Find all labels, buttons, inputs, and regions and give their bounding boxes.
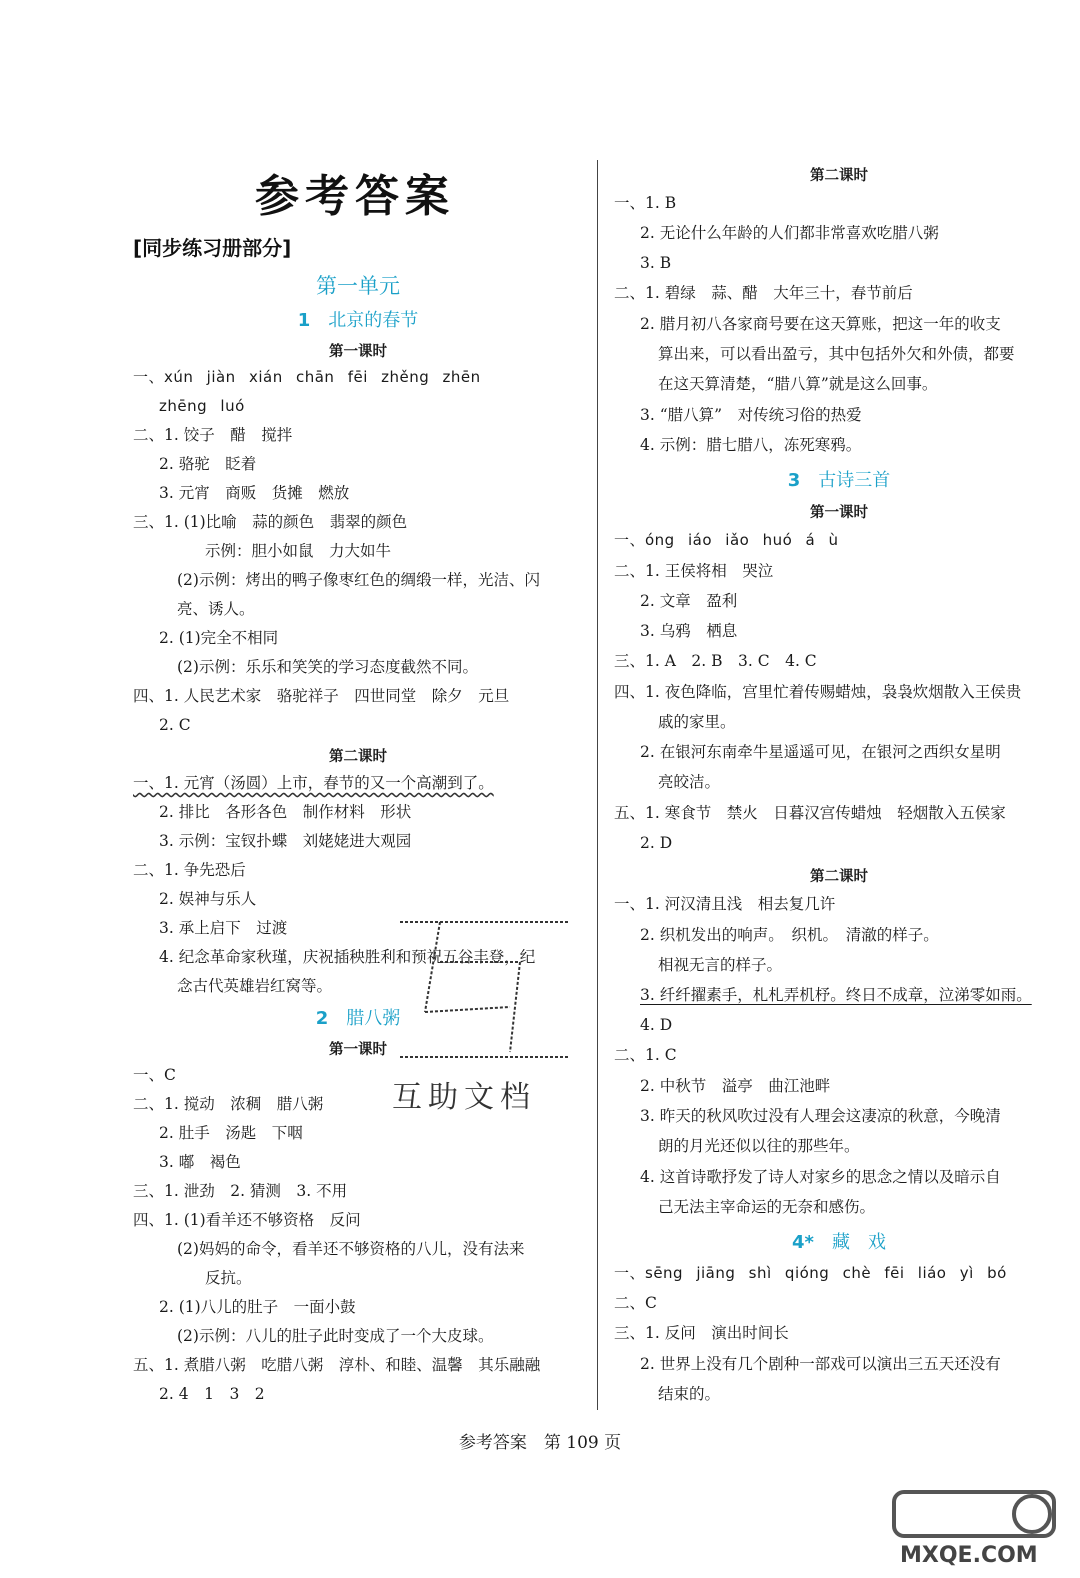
- answer-line: 一、sēng jiāng shì qióng chè fēi liáo yì bó: [614, 1264, 1007, 1282]
- answer-line: 二、C: [614, 1294, 657, 1312]
- lesson-heading-4: [614, 1228, 1064, 1254]
- answer-line: 2. 肚手 汤匙 下咽: [159, 1124, 303, 1142]
- site-logo-icon: [890, 1488, 1065, 1568]
- period-heading: 第一课时: [810, 505, 868, 521]
- watermark-text: 互助文档: [392, 1080, 536, 1115]
- answer-line: 2. 中秋节 溢亭 曲江池畔: [640, 1077, 831, 1095]
- answer-line: 4. 纪念革命家秋瑾，庆祝插秧胜利和预祝五谷丰登，纪: [159, 948, 536, 966]
- period-heading: 第二课时: [329, 749, 387, 765]
- answer-line: 四、1. 人民艺术家 骆驼祥子 四世同堂 除夕 元旦: [133, 687, 510, 705]
- watermark-graphic: [380, 912, 580, 1082]
- lesson-name: 腊八粥: [346, 1008, 401, 1029]
- lesson-name: 古诗三首: [818, 470, 891, 491]
- answer-line: 2. 腊月初八各家商号要在这天算账，把这一年的收支: [640, 315, 1001, 333]
- answer-line: 2. 无论什么年龄的人们都非常喜欢吃腊八粥: [640, 224, 939, 242]
- answer-line: 朗的月光还似以往的那些年。: [658, 1137, 860, 1155]
- answer-line: 相视无言的样子。: [658, 956, 783, 974]
- logo-text: MXQE.COM: [900, 1543, 1038, 1568]
- answer-line: 一、1. B: [614, 194, 677, 212]
- period-heading: 第二课时: [810, 869, 868, 885]
- answer-line: (2)示例：烤出的鸭子像枣红色的绸缎一样，光洁、闪: [177, 571, 540, 589]
- section-heading: [同步练习册部分]: [133, 236, 292, 260]
- answer-line: 三、1. 泄劲 2. 猜测 3. 不用: [133, 1182, 348, 1200]
- answer-line: 二、1. 碧绿 蒜、醋 大年三十，春节前后: [614, 284, 913, 302]
- lesson-number: 4*: [792, 1232, 814, 1253]
- answer-line: 3. 元宵 商贩 货摊 燃放: [159, 484, 350, 502]
- answer-line: 念古代英雄岩红窝等。: [177, 977, 333, 995]
- lesson-number: 3: [787, 470, 801, 491]
- answer-line: 一、1. 元宵（汤圆）上市，春节的又一个高潮到了。: [133, 774, 494, 792]
- answer-line: 3. 承上启下 过渡: [159, 919, 288, 937]
- answer-line: 三、1. (1)比喻 蒜的颜色 翡翠的颜色: [133, 513, 408, 531]
- answer-line: 2. 骆驼 眨着: [159, 455, 257, 473]
- answer-line: 三、1. 反问 演出时间长: [614, 1324, 789, 1342]
- answer-line: 戚的家里。: [658, 713, 736, 731]
- lesson-heading-3: [614, 466, 1064, 492]
- answer-line: 3. 乌鸦 栖息: [640, 622, 738, 640]
- period-heading: 第一课时: [329, 1042, 387, 1058]
- answer-line: 二、1. 饺子 醋 搅拌: [133, 426, 293, 444]
- answer-line: (2)示例：乐乐和笑笑的学习态度截然不同。: [177, 658, 478, 676]
- answer-line: 算出来，可以看出盈亏，其中包括外欠和外债，都要: [658, 345, 1015, 363]
- period-heading: 第二课时: [810, 168, 868, 184]
- answer-line: 3. “腊八算” 对传统习俗的热爱: [640, 406, 862, 424]
- answer-line: 2. 4 1 3 2: [159, 1385, 265, 1403]
- answer-line: 反抗。: [205, 1269, 252, 1287]
- answer-line: 二、1. 王侯将相 哭泣: [614, 562, 774, 580]
- answer-line: 2. 文章 盈利: [640, 592, 738, 610]
- answer-line: 3. 嘟 褐色: [159, 1153, 241, 1171]
- lesson-number: 2: [315, 1008, 329, 1029]
- answer-line: (2)示例：八儿的肚子此时变成了一个大皮球。: [177, 1327, 494, 1345]
- answer-line: 五、1. 寒食节 禁火 日暮汉宫传蜡烛 轻烟散入五侯家: [614, 804, 1006, 822]
- unit-heading: 第一单元: [316, 274, 400, 298]
- answer-line: 2. 娱神与乐人: [159, 890, 257, 908]
- answer-line: 4. 这首诗歌抒发了诗人对家乡的思念之情以及暗示自: [640, 1168, 1001, 1186]
- answer-line: 一、C: [133, 1066, 176, 1084]
- answer-line: 一、óng iáo iǎo huó á ù: [614, 531, 839, 549]
- answer-line: 2. C: [159, 716, 191, 734]
- answer-line: zhēng luó: [159, 397, 245, 415]
- lesson-name: 北京的春节: [328, 310, 419, 331]
- answer-line: 2. D: [640, 834, 673, 852]
- answer-line: 2. 在银河东南牵牛星遥遥可见，在银河之西织女星明: [640, 743, 1001, 761]
- answer-line: 2. 世界上没有几个剧种一部戏可以演出三五天还没有: [640, 1355, 1001, 1373]
- answer-line: 2. (1)完全不相同: [159, 629, 279, 647]
- answer-line: 在这天算清楚，“腊八算”就是这么回事。: [658, 375, 938, 393]
- answer-line: 2. (1)八儿的肚子 一面小鼓: [159, 1298, 356, 1316]
- answer-line: 二、1. 争先恐后: [133, 861, 246, 879]
- answer-line: 结束的。: [658, 1385, 721, 1403]
- answer-line: 3. 示例：宝钗扑蝶 刘姥姥进大观园: [159, 832, 412, 850]
- answer-line: 二、1. 搅动 浓稠 腊八粥: [133, 1095, 324, 1113]
- answer-line: (2)妈妈的命令，看羊还不够资格的八儿，没有法来: [177, 1240, 525, 1258]
- answer-line: 己无法主宰命运的无奈和感伤。: [658, 1198, 876, 1216]
- lesson-name: 藏 戏: [831, 1232, 886, 1253]
- answer-line: 四、1. 夜色降临，宫里忙着传赐蜡烛，袅袅炊烟散入王侯贵: [614, 683, 1022, 701]
- lesson-heading-1: [133, 306, 583, 332]
- answer-line: 示例：胆小如鼠 力大如牛: [205, 542, 392, 560]
- page-title: 参考答案: [255, 171, 455, 222]
- answer-line: 3. 昨天的秋风吹过没有人理会这凄凉的秋意，今晚清: [640, 1107, 1001, 1125]
- column-divider: [597, 160, 598, 1410]
- answer-line: 3. 纤纤擢素手，札札弄机杼。终日不成章，泣涕零如雨。: [640, 986, 1032, 1004]
- answer-line: 4. 示例：腊七腊八，冻死寒鸦。: [640, 436, 862, 454]
- page-footer: 参考答案 第 109 页: [458, 1433, 622, 1453]
- period-heading: 第一课时: [329, 344, 387, 360]
- answer-line: 4. D: [640, 1016, 673, 1034]
- lesson-number: 1: [297, 310, 311, 331]
- answer-line: 3. B: [640, 254, 672, 272]
- answer-line: 四、1. (1)看羊还不够资格 反问: [133, 1211, 361, 1229]
- answer-line: 2. 排比 各形各色 制作材料 形状: [159, 803, 412, 821]
- answer-line: 三、1. A 2. B 3. C 4. C: [614, 652, 817, 670]
- answer-line: 亮皎洁。: [658, 773, 721, 791]
- answer-line: 一、xún jiàn xián chān fēi zhěng zhēn: [133, 368, 481, 386]
- answer-line: 一、1. 河汉清且浅 相去复几许: [614, 895, 836, 913]
- answer-line: 2. 织机发出的响声。 织机。 清澈的样子。: [640, 926, 939, 944]
- answer-line: 亮、诱人。: [177, 600, 255, 618]
- answer-line: 五、1. 煮腊八粥 吃腊八粥 淳朴、和睦、温馨 其乐融融: [133, 1356, 541, 1374]
- answer-line: 二、1. C: [614, 1046, 677, 1064]
